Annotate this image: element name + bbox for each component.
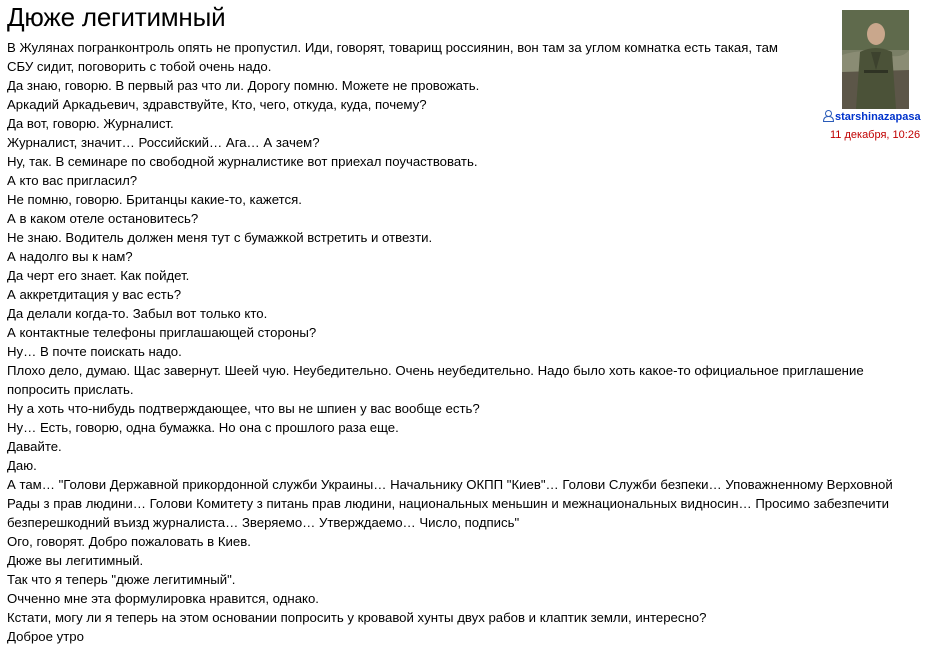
post-text-line: Очченно мне эта формулировка нравится, однако.: [7, 591, 319, 606]
post-text-line: Доброе утро: [7, 629, 84, 644]
post-title: Дюже легитимный: [7, 2, 226, 32]
post-body: [7, 38, 907, 646]
post-text-line: А в каком отеле остановитесь?: [7, 211, 199, 226]
post-date: 11 декабря, 10:26: [830, 129, 921, 141]
post-text-line: Ну, так. В семинаре по свободной журналистике вот приехал поучаствовать.: [7, 154, 478, 169]
post-text-line: Так что я теперь "дюже легитимный".: [7, 572, 236, 587]
post-text-line: Давайте.: [7, 439, 62, 454]
post-text-line: Журналист, значит… Российский… Ага… А зачем?: [7, 135, 320, 150]
post-text-line: Да знаю, говорю. В первый раз что ли. Дорогу помню. Можете не провожать.: [7, 78, 480, 93]
post-text-line: Да вот, говорю. Журналист.: [7, 116, 174, 131]
author-username-link[interactable]: starshinazapasa: [835, 111, 921, 123]
post-text-line: Дюже вы легитимный.: [7, 553, 144, 568]
post-text-line: Ого, говорят. Добро пожаловать в Киев.: [7, 534, 251, 549]
author-userpic[interactable]: [842, 10, 909, 109]
post-text-line: Аркадий Аркадьевич, здравствуйте, Кто, чего, откуда, куда, почему?: [7, 97, 427, 112]
post-text-line: Не знаю. Водитель должен меня тут с бумажкой встретить и отвезти.: [7, 230, 433, 245]
post-text-line: СБУ сидит, поговорить с тобой очень надо.: [7, 59, 272, 74]
post-text-line: безперешкодний въизд журналиста… Зверяемо… Утверждаемо… Число, подпись": [7, 515, 520, 530]
post-text-line: Ну… Есть, говорю, одна бумажка. Но она с прошлого раза еще.: [7, 420, 399, 435]
post-text-line: попросить прислать.: [7, 382, 134, 397]
post-text-line: Даю.: [7, 458, 37, 473]
post-text-line: Плохо дело, думаю. Щас завернут. Шеей чую. Неубедительно. Очень неубедительно. Надо было хоть какое-то официальное приглашение: [7, 363, 864, 378]
post-text-line: Рады з прав людини… Голови Комитету з питань прав людини, национальных меньшин и межнациональных видносин… Просимо забезпечити: [7, 496, 890, 511]
post-text-line: В Жулянах погранконтроль опять не пропустил. Иди, говорят, товарищ россиянин, вон там за углом комнатка есть такая, там: [7, 40, 779, 55]
author-line: [823, 109, 921, 125]
user-head-icon: [823, 110, 834, 122]
post-text-line: Да черт его знает. Как пойдет.: [7, 268, 190, 283]
author-photo: [842, 10, 909, 109]
post-text-line: А аккретдитация у вас есть?: [7, 287, 182, 302]
post-text-line: Кстати, могу ли я теперь на этом основании попросить у кровавой хунты двух рабов и клаптик земли, интересно?: [7, 610, 707, 625]
post-text-line: А кто вас пригласил?: [7, 173, 138, 188]
post-text-line: Ну а хоть что-нибудь подтверждающее, что вы не шпиен у вас вообще есть?: [7, 401, 480, 416]
post-text-line: Ну… В почте поискать надо.: [7, 344, 182, 359]
post-text-line: Да делали когда-то. Забыл вот только кто.: [7, 306, 268, 321]
post-text-line: А там… "Голови Державной прикордонной служби Украины… Начальнику ОКПП "Киев"… Голови Служби безпеки… Уповажненному Верховной: [7, 477, 893, 492]
post-text-line: А контактные телефоны приглашающей стороны?: [7, 325, 317, 340]
post-text-line: А надолго вы к нам?: [7, 249, 133, 264]
post-text-line: Не помню, говорю. Британцы какие-то, кажется.: [7, 192, 302, 207]
